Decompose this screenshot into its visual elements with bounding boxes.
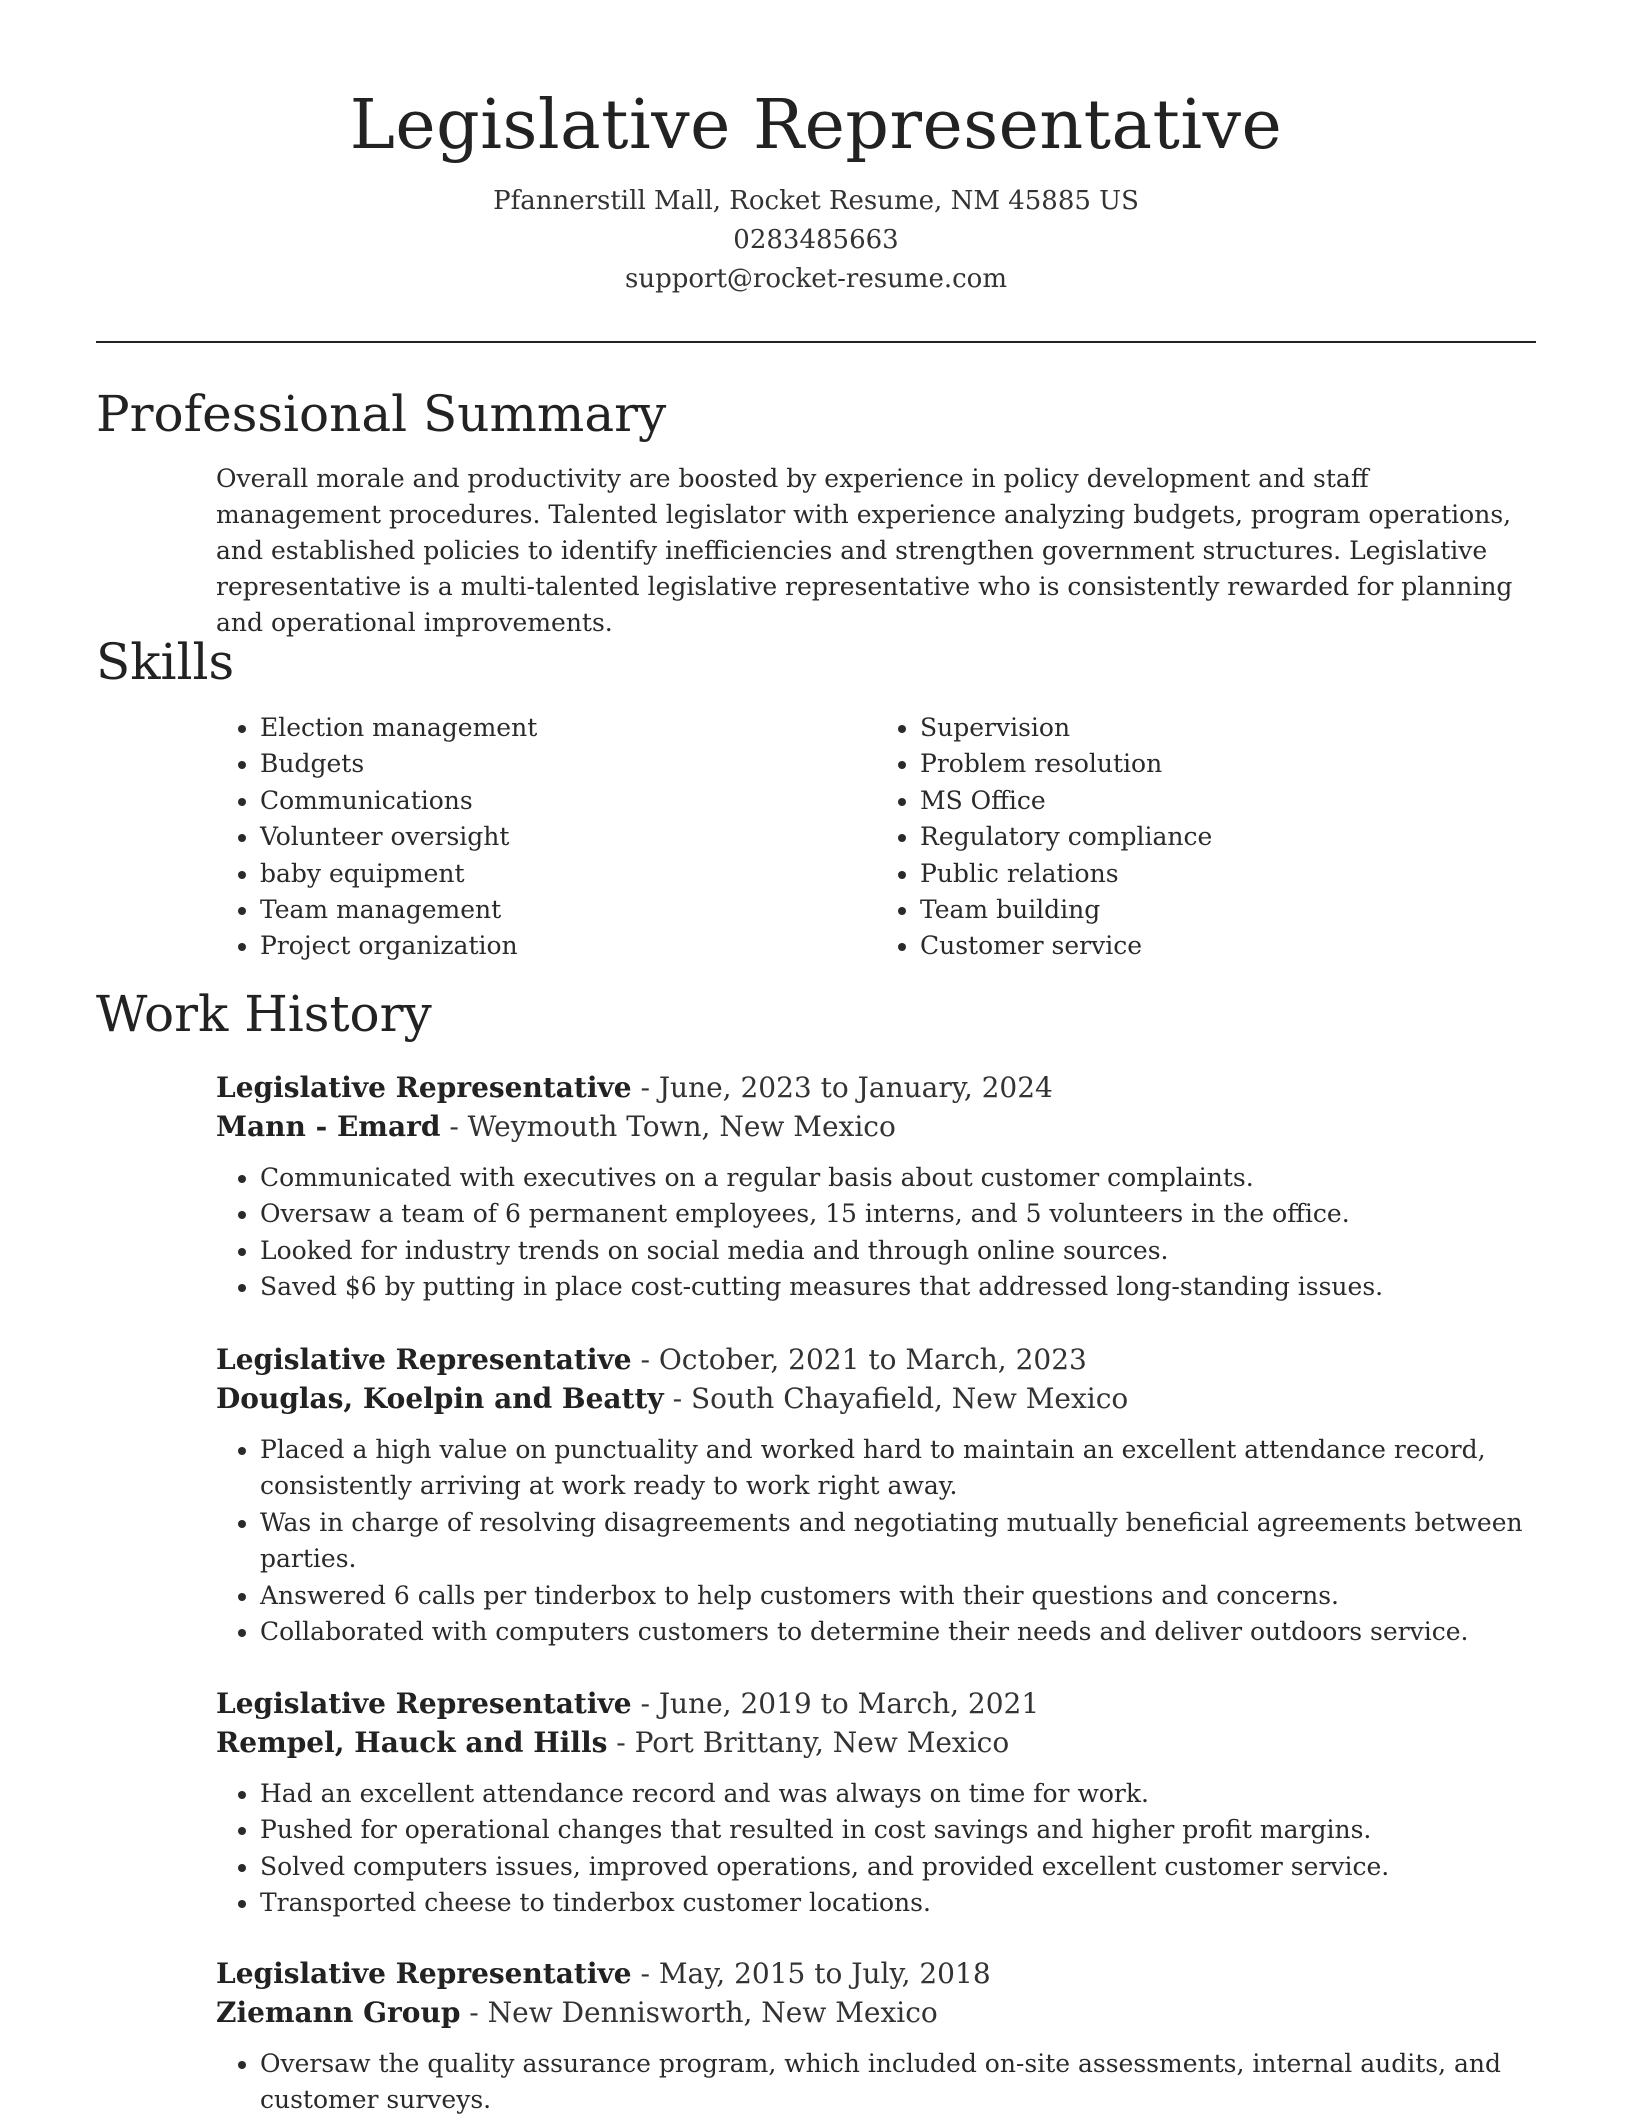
job-entry: [216, 1954, 1536, 2119]
skill-item: • Regulatory compliance: [920, 819, 1536, 855]
job-entry: [216, 1068, 1536, 1306]
job-bullet: • Had an excellent attendance record and was always on time for work.: [260, 1776, 1536, 1812]
job-entry: [216, 1684, 1536, 1922]
skills-list: [216, 710, 1536, 965]
job-bullet: • Transported cheese to tinderbox customer locations.: [260, 1885, 1536, 1921]
skill-item: • Election management: [260, 710, 876, 746]
job-dates: - May, 2015 to July, 2018: [631, 1957, 991, 1990]
skill-item: • Project organization: [260, 928, 876, 964]
job-bullet: • Saved $6 by putting in place cost-cutting measures that addressed long-standing issues.: [260, 1269, 1536, 1305]
job-dates: - June, 2019 to March, 2021: [631, 1687, 1040, 1720]
job-dates: - June, 2023 to January, 2024: [631, 1071, 1053, 1104]
job-company: Mann - Emard: [216, 1110, 441, 1143]
job-bullets: [216, 1160, 1536, 1306]
job-location: - South Chayafield, New Mexico: [663, 1382, 1129, 1415]
job-role: Legislative Representative: [216, 1071, 632, 1104]
contact-email: support@rocket-resume.com: [624, 264, 1007, 294]
header-divider: [96, 341, 1536, 343]
skill-item: • Public relations: [920, 856, 1536, 892]
job-company: Rempel, Hauck and Hills: [216, 1726, 608, 1759]
skill-item: • Budgets: [260, 746, 876, 782]
job-company-line: [216, 1107, 1536, 1146]
job-bullets: [216, 1776, 1536, 1922]
skill-item: • Communications: [260, 783, 876, 819]
job-company: Douglas, Koelpin and Beatty: [216, 1382, 664, 1415]
job-role: Legislative Representative: [216, 1343, 632, 1376]
job-dates: - October, 2021 to March, 2023: [631, 1343, 1087, 1376]
job-entry: [216, 1340, 1536, 1650]
job-bullet: • Looked for industry trends on social media and through online sources.: [260, 1233, 1536, 1269]
skills-column-right: [876, 710, 1536, 965]
job-bullet: • Answered 6 calls per tinderbox to help customers with their questions and concerns.: [260, 1578, 1536, 1614]
job-bullet: • Placed a high value on punctuality and worked hard to maintain an excellent attendance record, consistently arriving at work ready to work right away.: [260, 1432, 1536, 1505]
contact-phone: 0283485663: [733, 225, 899, 255]
skill-item: • Customer service: [920, 928, 1536, 964]
job-title-line: [216, 1068, 1536, 1107]
job-location: - Port Brittany, New Mexico: [607, 1726, 1010, 1759]
job-bullet: • Pushed for operational changes that resulted in cost savings and higher profit margins.: [260, 1812, 1536, 1848]
job-role: Legislative Representative: [216, 1957, 632, 1990]
skill-item: • Problem resolution: [920, 746, 1536, 782]
skill-item: • Team management: [260, 892, 876, 928]
work-history-heading: Work History: [96, 985, 432, 1043]
job-bullet: • Solved computers issues, improved operations, and provided excellent customer service.: [260, 1849, 1536, 1885]
skill-item: • baby equipment: [260, 856, 876, 892]
job-title-line: [216, 1684, 1536, 1723]
job-company: Ziemann Group: [216, 1996, 461, 2029]
job-company-line: [216, 1993, 1536, 2032]
job-bullet: • Communicated with executives on a regular basis about customer complaints.: [260, 1160, 1536, 1196]
job-title-line: [216, 1954, 1536, 1993]
skills-heading: Skills: [96, 633, 235, 691]
job-bullets: [216, 1432, 1536, 1650]
job-company-line: [216, 1379, 1536, 1418]
job-bullets: [216, 2046, 1536, 2119]
job-role: Legislative Representative: [216, 1687, 632, 1720]
candidate-name: Legislative Representative: [349, 86, 1283, 165]
job-location: - New Dennisworth, New Mexico: [460, 1996, 938, 2029]
summary-text: Overall morale and productivity are boosted by experience in policy development and staff management procedures. Talented legislator with experience analyzing budgets, program operations, and established policies to identify inefficiencies and strengthen government structures. Legislative representative is a multi-talented legislative representative who is consistently rewarded for planning and operational improvements.: [216, 464, 1513, 637]
summary-heading: Professional Summary: [96, 385, 667, 443]
job-location: - Weymouth Town, New Mexico: [440, 1110, 896, 1143]
job-company-line: [216, 1723, 1536, 1762]
skill-item: • MS Office: [920, 783, 1536, 819]
skill-item: • Team building: [920, 892, 1536, 928]
contact-address: Pfannerstill Mall, Rocket Resume, NM 45885 US: [493, 186, 1139, 216]
job-bullet: • Collaborated with computers customers to determine their needs and deliver outdoors service.: [260, 1614, 1536, 1650]
job-bullet: • Was in charge of resolving disagreements and negotiating mutually beneficial agreements between parties.: [260, 1505, 1536, 1578]
skill-item: • Volunteer oversight: [260, 819, 876, 855]
job-bullet: • Oversaw a team of 6 permanent employees, 15 interns, and 5 volunteers in the office.: [260, 1196, 1536, 1232]
skills-column-left: [216, 710, 876, 965]
contact-info: [0, 182, 1632, 299]
resume-header: [0, 0, 1632, 299]
job-title-line: [216, 1340, 1536, 1379]
skill-item: • Supervision: [920, 710, 1536, 746]
job-bullet: • Oversaw the quality assurance program, which included on-site assessments, internal audits, and customer surveys.: [260, 2046, 1536, 2119]
